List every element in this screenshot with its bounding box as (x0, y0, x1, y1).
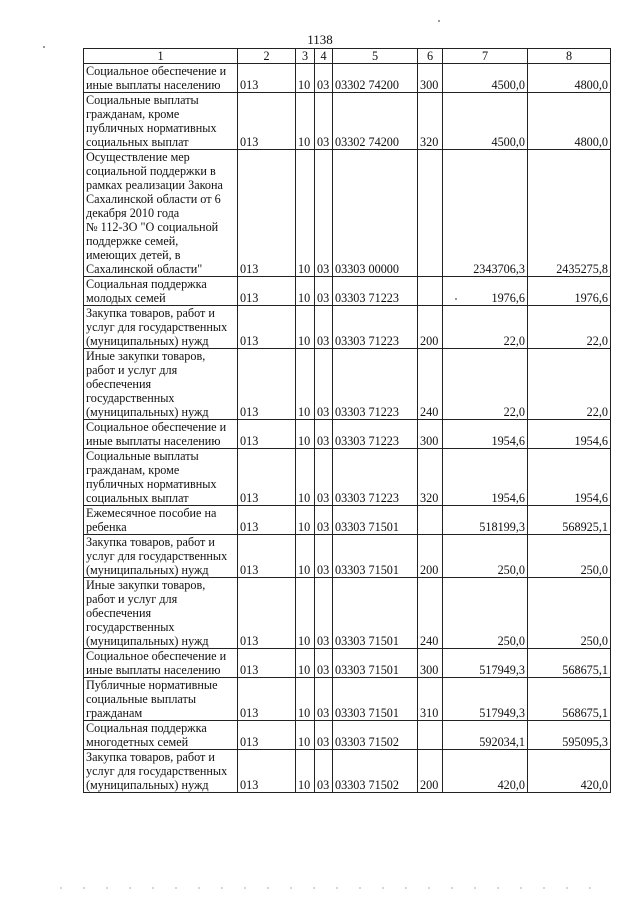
section-cell: 10 (296, 535, 315, 578)
section-cell: 10 (296, 93, 315, 150)
row-name-cell: Социальная поддержка молодых семей (84, 277, 238, 306)
column-header: 3 (296, 49, 315, 64)
target-item-cell: 03303 00000 (333, 150, 418, 277)
ministry-code-cell: 013 (238, 750, 296, 793)
amount-year1-cell: 517949,3 (443, 649, 528, 678)
section-cell: 10 (296, 306, 315, 349)
subsection-cell: 03 (315, 277, 333, 306)
subsection-cell: 03 (315, 349, 333, 420)
row-name-cell: Социальные выплаты гражданам, кроме публичных нормативных социальных выплат (84, 93, 238, 150)
section-cell: 10 (296, 420, 315, 449)
section-cell: 10 (296, 349, 315, 420)
ministry-code-cell: 013 (238, 449, 296, 506)
subsection-cell: 03 (315, 93, 333, 150)
row-name-cell: Закупка товаров, работ и услуг для государственных (муниципальных) нужд (84, 535, 238, 578)
expense-type-cell: 240 (418, 578, 443, 649)
target-item-cell: 03303 71501 (333, 506, 418, 535)
amount-year2-cell: 568925,1 (528, 506, 611, 535)
target-item-cell: 03303 71501 (333, 578, 418, 649)
expense-type-cell: 300 (418, 420, 443, 449)
expense-type-cell: 240 (418, 349, 443, 420)
subsection-cell: 03 (315, 449, 333, 506)
section-cell: 10 (296, 649, 315, 678)
table-row (84, 578, 611, 649)
target-item-cell: 03303 71501 (333, 535, 418, 578)
subsection-cell: 03 (315, 306, 333, 349)
amount-year2-cell: 568675,1 (528, 678, 611, 721)
table-header-row (84, 49, 611, 64)
expense-type-cell (418, 506, 443, 535)
row-name-cell: Закупка товаров, работ и услуг для государственных (муниципальных) нужд (84, 306, 238, 349)
table-row (84, 449, 611, 506)
ministry-code-cell: 013 (238, 649, 296, 678)
amount-year2-cell: 22,0 (528, 306, 611, 349)
scan-speck (43, 46, 45, 48)
ministry-code-cell: 013 (238, 420, 296, 449)
page-number: 1138 (307, 32, 333, 47)
amount-year2-cell: 1954,6 (528, 420, 611, 449)
amount-year2-cell: 250,0 (528, 535, 611, 578)
section-cell: 10 (296, 150, 315, 277)
amount-year1-cell: 4500,0 (443, 64, 528, 93)
amount-year1-cell: 250,0 (443, 578, 528, 649)
amount-year1-cell: 22,0 (443, 349, 528, 420)
column-header: 8 (528, 49, 611, 64)
expense-type-cell: 300 (418, 64, 443, 93)
amount-year1-cell: 420,0 (443, 750, 528, 793)
amount-year1-cell: 1954,6 (443, 449, 528, 506)
table-row (84, 64, 611, 93)
expense-type-cell: 200 (418, 535, 443, 578)
target-item-cell: 03303 71501 (333, 649, 418, 678)
subsection-cell: 03 (315, 535, 333, 578)
section-cell: 10 (296, 277, 315, 306)
table-row (84, 306, 611, 349)
target-item-cell: 03303 71502 (333, 750, 418, 793)
section-cell: 10 (296, 578, 315, 649)
row-name-cell: Социальная поддержка многодетных семей (84, 721, 238, 750)
amount-year1-cell: 518199,3 (443, 506, 528, 535)
expense-type-cell: 200 (418, 306, 443, 349)
amount-year2-cell: 1976,6 (528, 277, 611, 306)
column-header: 7 (443, 49, 528, 64)
target-item-cell: 03303 71223 (333, 449, 418, 506)
section-cell: 10 (296, 678, 315, 721)
target-item-cell: 03303 71502 (333, 721, 418, 750)
section-cell: 10 (296, 506, 315, 535)
ministry-code-cell: 013 (238, 535, 296, 578)
amount-year1-cell: 2343706,3 (443, 150, 528, 277)
table-row (84, 678, 611, 721)
row-name-cell: Иные закупки товаров, работ и услуг для обеспечения государственных (муниципальных) нужд (84, 349, 238, 420)
table-body (84, 64, 611, 793)
scan-speck (438, 20, 440, 22)
table-row (84, 277, 611, 306)
section-cell: 10 (296, 721, 315, 750)
table-row (84, 420, 611, 449)
amount-year2-cell: 22,0 (528, 349, 611, 420)
subsection-cell: 03 (315, 750, 333, 793)
amount-year1-cell: 250,0 (443, 535, 528, 578)
ministry-code-cell: 013 (238, 349, 296, 420)
subsection-cell: 03 (315, 506, 333, 535)
amount-year1-cell: 4500,0 (443, 93, 528, 150)
target-item-cell: 03303 71223 (333, 277, 418, 306)
amount-year2-cell: 420,0 (528, 750, 611, 793)
ministry-code-cell: 013 (238, 578, 296, 649)
column-header: 1 (84, 49, 238, 64)
amount-year1-cell: 22,0 (443, 306, 528, 349)
expense-type-cell: 310 (418, 678, 443, 721)
amount-year1-cell: 592034,1 (443, 721, 528, 750)
table-row (84, 750, 611, 793)
subsection-cell: 03 (315, 64, 333, 93)
target-item-cell: 03302 74200 (333, 64, 418, 93)
ministry-code-cell: 013 (238, 64, 296, 93)
section-cell: 10 (296, 750, 315, 793)
column-header: 5 (333, 49, 418, 64)
row-name-cell: Социальное обеспечение и иные выплаты населению (84, 420, 238, 449)
amount-year2-cell: 595095,3 (528, 721, 611, 750)
subsection-cell: 03 (315, 678, 333, 721)
target-item-cell: 03303 71501 (333, 678, 418, 721)
amount-year2-cell: 2435275,8 (528, 150, 611, 277)
expense-type-cell (418, 150, 443, 277)
table-row (84, 349, 611, 420)
expense-type-cell: 200 (418, 750, 443, 793)
row-name-cell: Социальные выплаты гражданам, кроме публичных нормативных социальных выплат (84, 449, 238, 506)
section-cell: 10 (296, 449, 315, 506)
expense-type-cell: 320 (418, 93, 443, 150)
table-row (84, 649, 611, 678)
target-item-cell: 03303 71223 (333, 420, 418, 449)
expense-type-cell (418, 721, 443, 750)
target-item-cell: 03303 71223 (333, 349, 418, 420)
budget-table (83, 48, 611, 793)
amount-year2-cell: 568675,1 (528, 649, 611, 678)
amount-year1-cell: 1976,6 (443, 277, 528, 306)
table-row (84, 506, 611, 535)
ministry-code-cell: 013 (238, 721, 296, 750)
amount-year2-cell: 4800,0 (528, 93, 611, 150)
column-header: 6 (418, 49, 443, 64)
expense-type-cell (418, 277, 443, 306)
section-cell: 10 (296, 64, 315, 93)
target-item-cell: 03303 71223 (333, 306, 418, 349)
table-row (84, 535, 611, 578)
row-name-cell: Ежемесячное пособие на ребенка (84, 506, 238, 535)
column-header: 2 (238, 49, 296, 64)
row-name-cell: Иные закупки товаров, работ и услуг для обеспечения государственных (муниципальных) нужд (84, 578, 238, 649)
scan-noise (60, 887, 600, 889)
ministry-code-cell: 013 (238, 150, 296, 277)
ministry-code-cell: 013 (238, 506, 296, 535)
table-row (84, 93, 611, 150)
row-name-cell: Закупка товаров, работ и услуг для государственных (муниципальных) нужд (84, 750, 238, 793)
table-row (84, 150, 611, 277)
subsection-cell: 03 (315, 721, 333, 750)
subsection-cell: 03 (315, 649, 333, 678)
subsection-cell: 03 (315, 420, 333, 449)
subsection-cell: 03 (315, 578, 333, 649)
row-name-cell: Осуществление мер социальной поддержки в рамках реализации Закона Сахалинской области от 6 декабря 2010 года № 112-ЗО "О социальной поддержке семей, имеющих детей, в Сахалинской области" (84, 150, 238, 277)
subsection-cell: 03 (315, 150, 333, 277)
target-item-cell: 03302 74200 (333, 93, 418, 150)
ministry-code-cell: 013 (238, 93, 296, 150)
amount-year1-cell: 1954,6 (443, 420, 528, 449)
ministry-code-cell: 013 (238, 306, 296, 349)
row-name-cell: Публичные нормативные социальные выплаты гражданам (84, 678, 238, 721)
amount-year1-cell: 517949,3 (443, 678, 528, 721)
row-name-cell: Социальное обеспечение и иные выплаты населению (84, 649, 238, 678)
row-name-cell: Социальное обеспечение и иные выплаты населению (84, 64, 238, 93)
column-header: 4 (315, 49, 333, 64)
amount-year2-cell: 4800,0 (528, 64, 611, 93)
table-row (84, 721, 611, 750)
amount-year2-cell: 1954,6 (528, 449, 611, 506)
expense-type-cell: 300 (418, 649, 443, 678)
expense-type-cell: 320 (418, 449, 443, 506)
ministry-code-cell: 013 (238, 277, 296, 306)
scan-speck (455, 298, 457, 300)
amount-year2-cell: 250,0 (528, 578, 611, 649)
ministry-code-cell: 013 (238, 678, 296, 721)
